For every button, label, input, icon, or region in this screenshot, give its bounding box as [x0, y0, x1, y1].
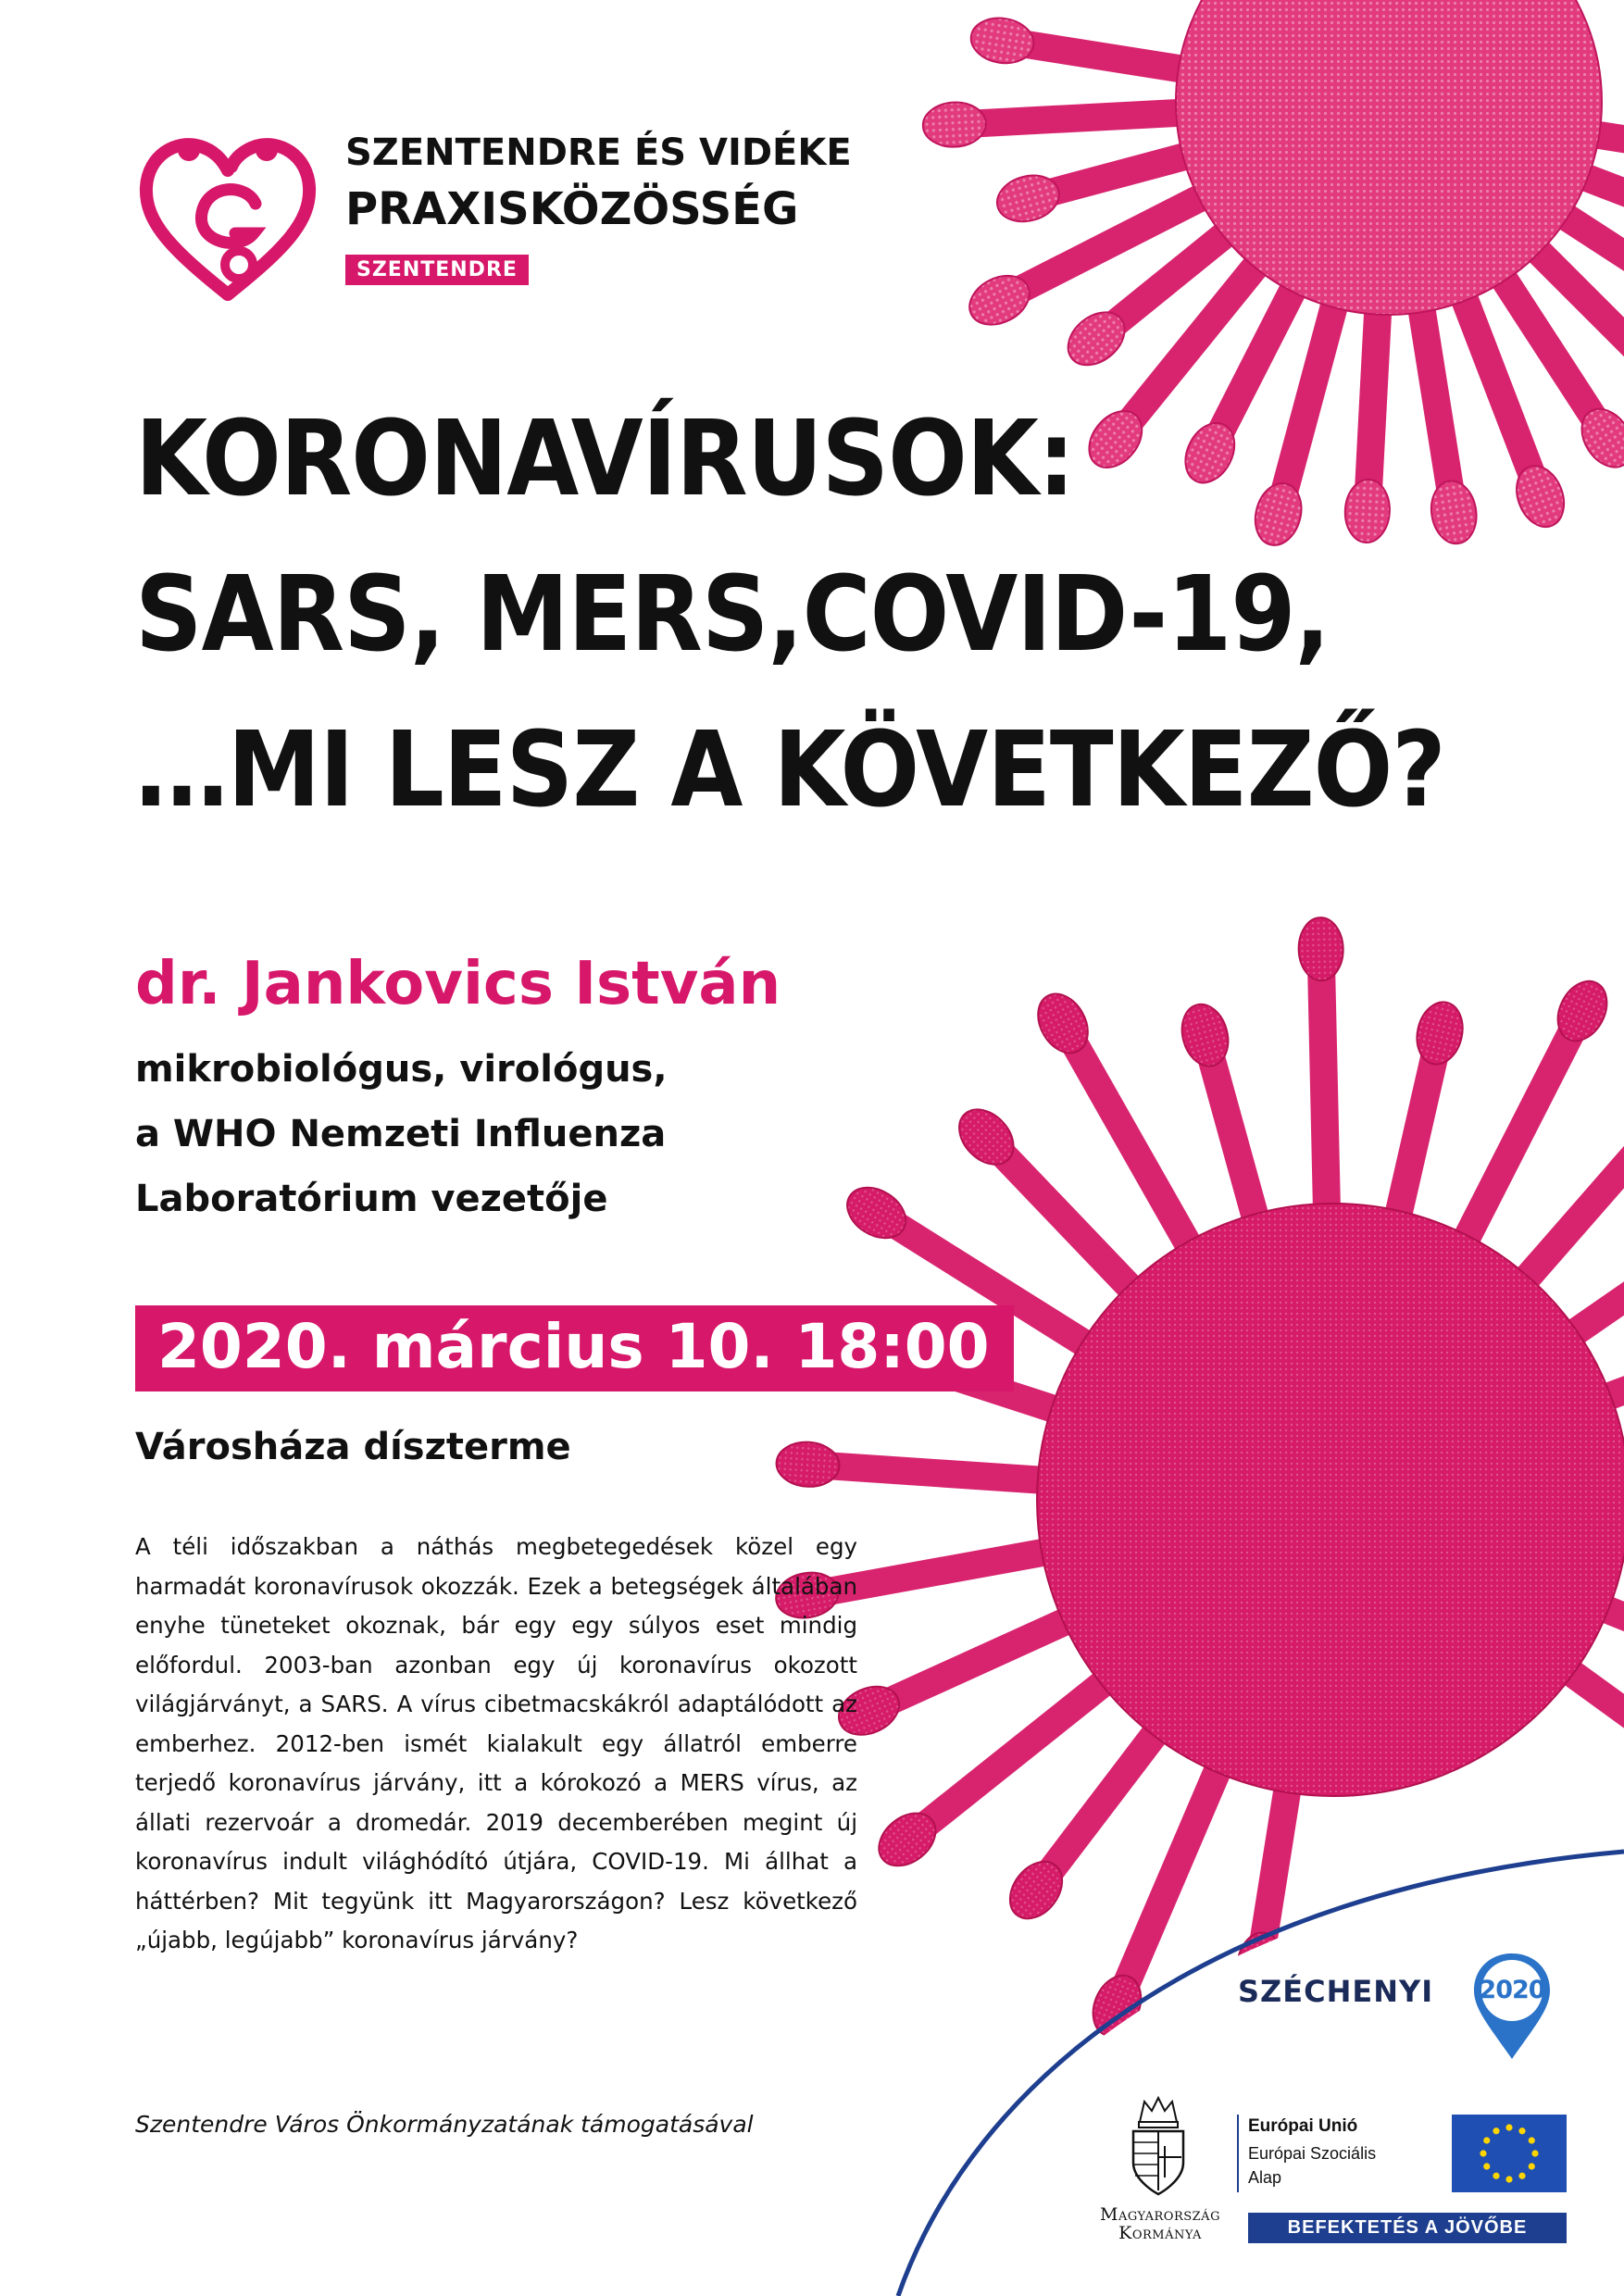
government-line2: Kormánya [1118, 2223, 1202, 2243]
eu-star [1505, 2176, 1512, 2182]
eu-title: Európai Unió [1248, 2116, 1358, 2136]
virus-spike-head [1411, 997, 1468, 1068]
eu-star [1493, 2173, 1499, 2179]
government-label [1063, 2205, 1257, 2242]
eu-star [1529, 2137, 1535, 2143]
virus-spike [1464, 1011, 1582, 1244]
virus-spike-head [968, 14, 1037, 68]
eu-star [1529, 2163, 1535, 2169]
virus-body [1037, 1204, 1624, 1796]
virus-spike-head [1298, 917, 1344, 981]
virus-spike-head [1343, 479, 1391, 543]
event-datetime: 2020. március 10. 18:00 [135, 1305, 1014, 1391]
sponsor-note: Szentendre Város Önkormányzatának támogatásával [135, 2111, 754, 2138]
event-description: A téli időszakban a náthás megbetegedések közel egy harmadát koronavírusok okozzák. Ezek a betegségek általában enyhe tüneteket okoznak, bár egy egy súlyos eset mindig előfordul. 2003-ban azonban egy új koronavírus okozott világjárványt, a SARS. A vírus cibetmacskákról adaptálódott az emberhez. 2012-ben ismét kialakult egy állatról emberre terjedő koronavírus járvány, itt a kórokozó a MERS vírus, az állati rezervoár a dromedár. 2019 decemberében megint új koronavírus indult világhódító útjára, COVID-19. Mi állhat a háttérben? Mit tegyünk itt Magyarországon? Lesz következő „újabb, legújabb” koronavírus járvány? [135, 1533, 857, 1953]
government-crest [1117, 2094, 1200, 2198]
eu-star [1480, 2150, 1486, 2156]
coat-of-arms-icon [1117, 2094, 1200, 2198]
org-tag-badge: SZENTENDRE [345, 255, 529, 285]
eu-star [1493, 2128, 1499, 2134]
eu-star [1483, 2137, 1490, 2143]
title-line1: KORONAVÍRUSOK: [135, 399, 1075, 519]
eu-flag [1452, 2115, 1567, 2192]
virus-bottom [772, 917, 1624, 2044]
virus-spike-head [775, 1441, 841, 1489]
eu-flag-icon [1452, 2115, 1567, 2192]
virus-spike [1117, 1764, 1220, 2005]
eu-star [1505, 2124, 1512, 2130]
heart-stethoscope-icon [135, 130, 320, 306]
org-name-line2: PRAXISKÖZÖSSÉG [345, 183, 799, 235]
speaker-role-line1: mikrobiológus, virológus, [135, 1048, 668, 1091]
virus-spike [955, 113, 1185, 125]
virus-spike-head [1427, 478, 1480, 547]
event-venue: Városháza díszterme [135, 1426, 571, 1468]
org-name-line1: SZENTENDRE ÉS VIDÉKE [345, 131, 852, 174]
szechenyi-year: 2020 [1479, 1976, 1545, 2004]
virus-spike [808, 1465, 1047, 1480]
eu-star [1483, 2163, 1490, 2169]
title-line2: SARS, MERS,COVID-19, [135, 555, 1330, 675]
virus-spike [1321, 949, 1327, 1213]
eu-line2: Alap [1248, 2168, 1282, 2187]
eu-line1: Európai Szociális [1248, 2144, 1377, 2163]
eu-star [1518, 2173, 1525, 2179]
eu-star [1518, 2128, 1525, 2134]
speaker-role-line2: a WHO Nemzeti Influenza [135, 1113, 667, 1155]
virus-spike [1063, 1023, 1192, 1250]
virus-spike [1566, 1668, 1624, 1819]
invest-banner: BEFEKTETÉS A JÖVŐBE [1248, 2213, 1567, 2243]
org-logo [135, 130, 320, 306]
eu-star [1531, 2150, 1538, 2156]
speaker-role-line3: Laboratórium vezetője [135, 1178, 608, 1220]
eu-divider [1237, 2115, 1239, 2192]
virus-spike-head [922, 101, 987, 148]
szechenyi-logo-text: SZÉCHENYI [1238, 1974, 1434, 2009]
location-pin-icon [1470, 1950, 1554, 2061]
szechenyi-pin [1470, 1950, 1554, 2061]
government-line1: Magyarország [1100, 2204, 1220, 2225]
virus-spike [1522, 1124, 1624, 1283]
title-line3: …MI LESZ A KÖVETKEZŐ? [135, 710, 1445, 830]
virus-spike [869, 1618, 1072, 1711]
speaker-name: dr. Jankovics István [135, 950, 781, 1018]
